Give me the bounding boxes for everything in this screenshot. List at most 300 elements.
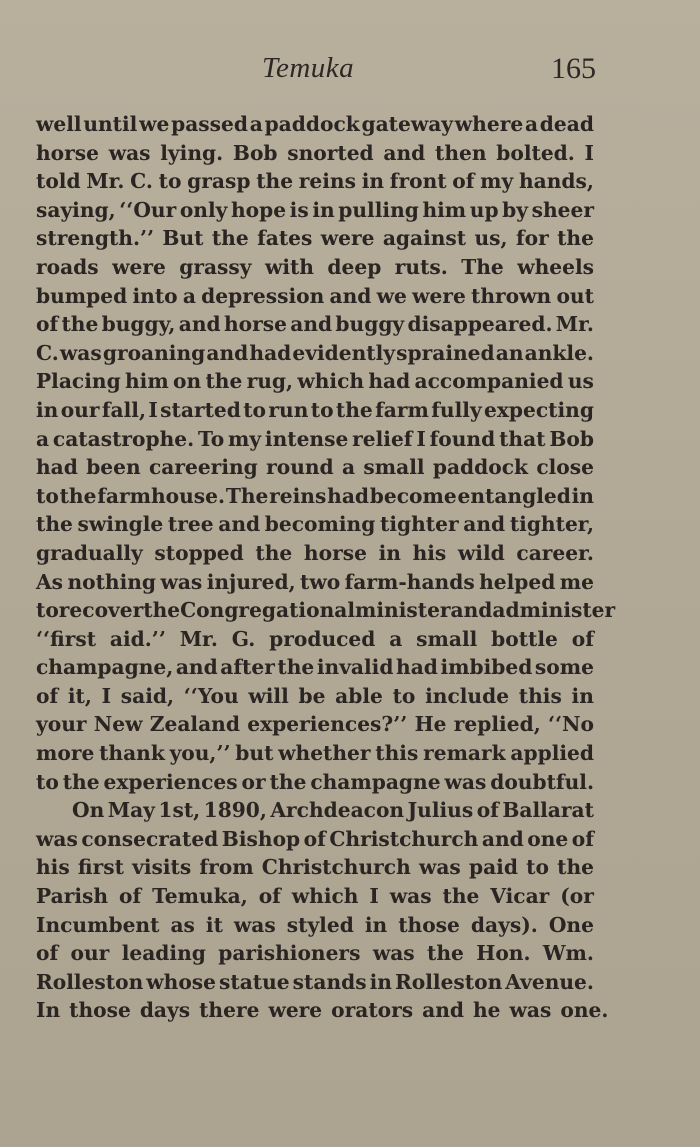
word: on	[173, 369, 202, 394]
word: started	[160, 397, 241, 422]
word: In	[36, 998, 61, 1023]
word: the	[36, 512, 73, 537]
word: where	[454, 112, 524, 136]
word: C.	[130, 169, 153, 194]
word: tighter,	[509, 512, 594, 537]
word: of	[571, 826, 594, 851]
text-line	[36, 310, 594, 339]
word: the	[59, 483, 97, 508]
running-title: Temuka	[262, 52, 355, 84]
word: one.	[560, 998, 609, 1023]
word: visits	[132, 855, 192, 880]
word: round	[266, 455, 334, 480]
word: champagne	[310, 769, 441, 794]
word: was	[444, 769, 487, 794]
word: had	[327, 483, 370, 508]
word: days).	[470, 912, 538, 937]
word: one	[527, 826, 569, 851]
word: farm	[375, 397, 429, 422]
word: G.	[231, 626, 256, 651]
text-line	[36, 853, 594, 882]
word: Temuka,	[152, 884, 248, 909]
word: found	[429, 426, 496, 451]
word: a	[36, 426, 50, 451]
word: and	[175, 655, 218, 680]
word: Bob	[232, 140, 278, 165]
word: paid	[468, 855, 518, 880]
word: paddock	[432, 455, 529, 480]
word: to	[36, 769, 59, 794]
word: and	[383, 140, 426, 165]
word: will	[248, 683, 289, 708]
word: paddock	[264, 112, 360, 136]
word: as	[170, 912, 195, 937]
word: accompanied	[414, 369, 564, 394]
word: that	[499, 426, 546, 451]
word: the	[62, 769, 100, 794]
word: an	[495, 340, 524, 365]
word: was	[509, 998, 552, 1023]
text-line	[36, 653, 594, 682]
word: was	[233, 912, 276, 937]
text-line	[36, 339, 594, 368]
word: and	[450, 598, 493, 623]
word: front	[389, 169, 447, 194]
word: hope	[230, 197, 287, 222]
word: disappeared.	[407, 312, 553, 337]
text-line	[36, 568, 594, 597]
text-line	[36, 796, 594, 825]
word: Rolleston	[395, 969, 503, 994]
word: to	[392, 683, 416, 708]
word: had	[368, 369, 411, 394]
word: was	[418, 855, 461, 880]
word: rug,	[246, 369, 294, 394]
text-line	[36, 453, 594, 482]
word: his	[36, 855, 70, 880]
word: stopped	[154, 540, 244, 565]
word: those	[69, 998, 131, 1023]
word: until	[83, 112, 138, 136]
word: small	[363, 455, 425, 480]
word: close	[536, 455, 594, 480]
word: minister	[355, 598, 451, 623]
word: Ballarat	[502, 798, 594, 823]
word: and	[422, 998, 464, 1023]
word: gateway	[361, 112, 454, 136]
word: was	[160, 569, 203, 594]
word: which	[291, 884, 359, 909]
word: this	[375, 741, 419, 766]
word: aid.’’	[109, 626, 166, 651]
word: pulling	[338, 197, 419, 222]
word: a	[249, 112, 263, 136]
word: hands,	[518, 169, 594, 194]
word: tree	[167, 512, 214, 537]
word: a	[524, 112, 539, 136]
text-line	[36, 224, 594, 253]
text-line	[36, 167, 594, 196]
word: it,	[67, 683, 92, 708]
word: there	[199, 998, 260, 1023]
word: 1st,	[158, 798, 201, 823]
word: On	[72, 798, 105, 823]
word: parishioners	[218, 941, 361, 966]
word: relief	[352, 426, 413, 451]
word: wheels	[517, 254, 594, 279]
word: bolted.	[496, 140, 575, 165]
text-line	[36, 710, 594, 739]
word: snorted	[287, 140, 374, 165]
word: of	[36, 312, 59, 337]
text-line	[36, 539, 594, 568]
word: with	[264, 254, 314, 279]
word: ‘‘No	[548, 712, 594, 737]
word: sheer	[531, 197, 594, 222]
word: I	[101, 683, 112, 708]
text-line	[36, 625, 594, 654]
word: in	[378, 540, 401, 565]
word: and	[329, 283, 372, 308]
word: two	[300, 569, 341, 594]
word: Bob	[549, 426, 594, 451]
word: a	[182, 283, 196, 308]
word: was	[108, 140, 151, 165]
word: Bishop	[221, 826, 301, 851]
word: New	[93, 712, 143, 737]
word: and	[218, 512, 261, 537]
word: Rolleston	[36, 969, 144, 994]
body-text	[36, 110, 616, 1025]
word: was	[59, 340, 102, 365]
word: some	[534, 655, 594, 680]
word: which	[297, 369, 365, 394]
word: against	[382, 226, 467, 251]
page-number: 165	[551, 52, 596, 85]
word: Julius	[407, 798, 474, 823]
word: the	[256, 169, 294, 194]
word: Zealand	[149, 712, 240, 737]
word: become	[369, 483, 457, 508]
word: Congregational	[180, 598, 355, 623]
word: my	[480, 169, 514, 194]
word: fall,	[101, 397, 146, 422]
word: nothing	[67, 569, 157, 594]
word: One	[548, 912, 594, 937]
word: Incumbent	[36, 912, 160, 937]
word: was	[36, 826, 78, 851]
word: he	[473, 998, 501, 1023]
word: in	[571, 483, 594, 508]
word: my	[227, 426, 262, 451]
text-line	[36, 510, 594, 539]
word: horse	[223, 312, 287, 337]
word: us,	[474, 226, 508, 251]
word: Placing	[36, 369, 121, 394]
word: But	[162, 226, 204, 251]
word: grassy	[179, 254, 252, 279]
word: imbibed	[440, 655, 533, 680]
word: expecting	[484, 397, 594, 422]
word: C.	[36, 340, 59, 365]
word: you,’’	[169, 741, 231, 766]
word: of	[476, 798, 499, 823]
word: reins	[298, 169, 356, 194]
word: is	[289, 197, 309, 222]
word: to	[310, 397, 334, 422]
word: our	[60, 397, 100, 422]
word: and	[206, 340, 249, 365]
word: May	[107, 798, 155, 823]
word: of	[571, 626, 594, 651]
word: had	[249, 340, 292, 365]
text-line	[36, 911, 594, 940]
word: Mr.	[86, 169, 125, 194]
word: roads	[36, 254, 99, 279]
text-line	[36, 196, 594, 225]
word: had	[36, 455, 78, 480]
word: career.	[516, 540, 594, 565]
word: us	[567, 369, 594, 394]
word: invalid	[316, 655, 394, 680]
word: more	[36, 741, 95, 766]
word: in	[361, 169, 385, 194]
word: statue	[219, 969, 290, 994]
word: Wm.	[542, 941, 594, 966]
word: ‘‘You	[183, 683, 239, 708]
word: and	[463, 512, 506, 537]
word: ruts.	[394, 254, 448, 279]
word: The	[225, 483, 269, 508]
word: groaning	[102, 340, 206, 365]
word: thrown	[471, 283, 552, 308]
text-line	[36, 253, 594, 282]
text-line	[36, 425, 594, 454]
word: and	[290, 312, 333, 337]
word: orators	[331, 998, 414, 1023]
word: strength.’’	[36, 226, 155, 251]
word: was	[372, 941, 415, 966]
word: the	[557, 226, 594, 251]
word: ‘‘first	[36, 626, 97, 651]
word: was	[389, 884, 432, 909]
word: first	[77, 855, 124, 880]
word: run	[268, 397, 309, 422]
text-line	[36, 482, 594, 511]
word: we	[376, 283, 407, 308]
text-line	[36, 996, 609, 1025]
word: tighter	[380, 512, 459, 537]
text-line	[36, 939, 594, 968]
word: to	[158, 169, 182, 194]
word: Vicar	[490, 884, 550, 909]
word: or	[241, 769, 266, 794]
word: the	[335, 397, 373, 422]
word: and	[178, 312, 221, 337]
text-line	[36, 682, 594, 711]
word: administer	[492, 598, 616, 623]
word: of	[258, 884, 281, 909]
word: were	[268, 998, 323, 1023]
word: wild	[457, 540, 505, 565]
word: sprained	[396, 340, 495, 365]
word: the	[211, 226, 249, 251]
word: our	[70, 941, 110, 966]
word: up	[469, 197, 499, 222]
word: Hon.	[476, 941, 531, 966]
word: intense	[264, 426, 349, 451]
word: becoming	[264, 512, 376, 537]
word: the	[61, 312, 99, 337]
word: those	[398, 912, 460, 937]
word: to	[36, 598, 59, 623]
word: helped	[479, 569, 556, 594]
word: gradually	[36, 540, 143, 565]
word: were	[320, 226, 375, 251]
word: passed	[171, 112, 248, 136]
word: small	[416, 626, 478, 651]
word: I	[584, 140, 594, 165]
text-line	[36, 825, 594, 854]
text-line	[36, 367, 594, 396]
text-line	[36, 968, 594, 997]
word: applied	[510, 741, 594, 766]
word: horse	[303, 540, 367, 565]
text-line	[36, 768, 594, 797]
word: said,	[120, 683, 175, 708]
text-line	[36, 739, 594, 768]
word: only	[179, 197, 228, 222]
word: lying.	[160, 140, 224, 165]
word: days	[139, 998, 191, 1023]
word: bottle	[491, 626, 558, 651]
word: entangled	[457, 483, 571, 508]
word: grasp	[187, 169, 251, 194]
word: reins	[269, 483, 327, 508]
word: in	[364, 912, 388, 937]
word: replied,	[453, 712, 541, 737]
word: be	[298, 683, 326, 708]
text-line	[36, 282, 594, 311]
word: Parish	[36, 884, 109, 909]
word: Christchurch	[329, 826, 479, 851]
word: careering	[148, 455, 258, 480]
word: of	[119, 884, 142, 909]
word: recover	[58, 598, 144, 623]
word: The	[461, 254, 504, 279]
word: I	[369, 884, 379, 909]
word: well	[36, 112, 82, 136]
word: catastrophe.	[52, 426, 195, 451]
word: the	[255, 540, 293, 565]
word: 1890,	[203, 798, 267, 823]
word: whether	[278, 741, 371, 766]
word: of	[36, 941, 59, 966]
word: a	[389, 626, 403, 651]
word: the	[442, 884, 480, 909]
word: in	[312, 197, 335, 222]
word: able	[335, 683, 383, 708]
word: we	[139, 112, 170, 136]
word: experiences?’’	[247, 712, 408, 737]
word: As	[36, 569, 64, 594]
word: the	[269, 769, 307, 794]
word: saying,	[36, 197, 116, 222]
word: in	[571, 683, 594, 708]
word: farm-hands	[344, 569, 475, 594]
word: the	[205, 369, 243, 394]
word: Christchurch	[261, 855, 411, 880]
word: experiences	[103, 769, 238, 794]
word: but	[235, 741, 274, 766]
word: and	[481, 826, 524, 851]
word: were	[112, 254, 166, 279]
word: the	[277, 655, 315, 680]
word: the	[143, 598, 181, 623]
word: Avenue.	[505, 969, 594, 994]
text-line	[36, 110, 594, 139]
word: include	[425, 683, 510, 708]
word: by	[502, 197, 529, 222]
word: were	[412, 283, 466, 308]
word: To	[197, 426, 225, 451]
word: your	[36, 712, 87, 737]
word: from	[199, 855, 254, 880]
text-line	[36, 596, 616, 625]
word: Mr.	[179, 626, 218, 651]
word: of	[452, 169, 475, 194]
word: thank	[99, 741, 165, 766]
word: consecrated	[81, 826, 219, 851]
word: to	[36, 483, 59, 508]
word: buggy	[335, 312, 405, 337]
text-line	[36, 396, 594, 425]
word: the	[427, 941, 464, 966]
word: fates	[257, 226, 313, 251]
word: I	[416, 426, 426, 451]
word: bumped	[36, 283, 128, 308]
word: the	[557, 855, 594, 880]
word: in	[36, 397, 59, 422]
word: had	[396, 655, 438, 680]
word: fully	[431, 397, 482, 422]
word: out	[556, 283, 594, 308]
word: champagne,	[36, 655, 174, 680]
text-line	[36, 139, 594, 168]
word: ankle.	[524, 340, 594, 365]
word: produced	[269, 626, 376, 651]
word: this	[518, 683, 562, 708]
word: been	[86, 455, 141, 480]
word: him	[422, 197, 467, 222]
word: styled	[286, 912, 354, 937]
word: after	[220, 655, 275, 680]
word: remark	[423, 741, 506, 766]
word: (or	[560, 884, 594, 909]
word: in	[369, 969, 392, 994]
word: dead	[539, 112, 594, 136]
word: horse	[36, 140, 99, 165]
text-line	[36, 882, 594, 911]
word: told	[36, 169, 81, 194]
word: buggy,	[101, 312, 176, 337]
word: his	[412, 540, 447, 565]
word: stands	[292, 969, 367, 994]
word: deep	[327, 254, 382, 279]
word: doubtful.	[490, 769, 594, 794]
word: He	[414, 712, 447, 737]
word: farmhouse.	[97, 483, 226, 508]
